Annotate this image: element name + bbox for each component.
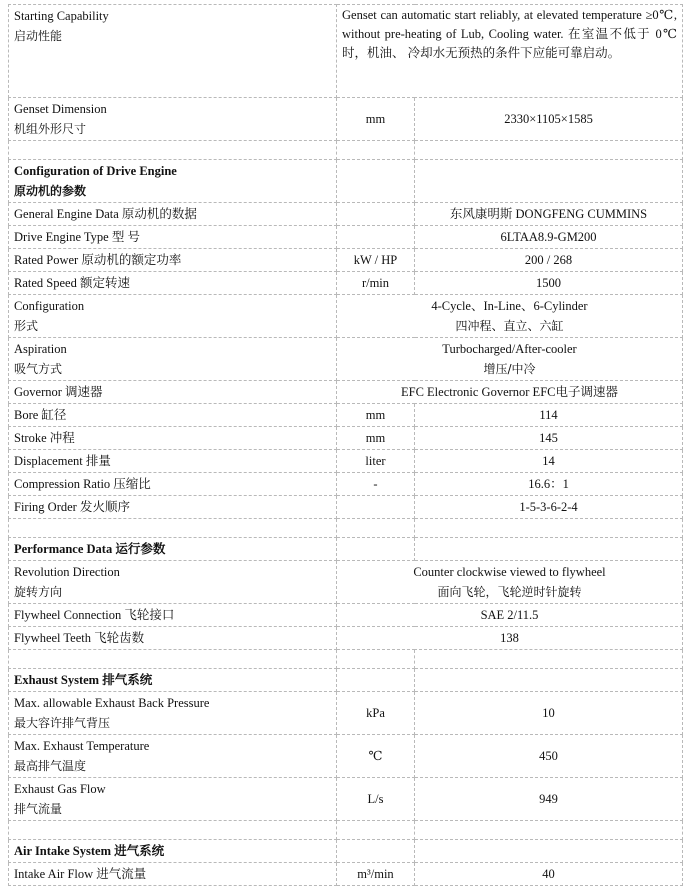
row-unit: -	[337, 473, 415, 496]
value-en: Turbocharged/After-cooler	[442, 342, 577, 356]
label-en: Configuration	[14, 299, 85, 313]
row-value: 6LTAA8.9-GM200	[415, 226, 683, 249]
spec-row-exhaust-temperature	[9, 735, 683, 778]
label-en: Genset Dimension	[14, 102, 107, 116]
section-header-configuration	[9, 160, 683, 203]
label-cn: 启动性能	[14, 29, 63, 43]
spec-row-stroke	[9, 427, 683, 450]
row-label	[9, 778, 337, 821]
row-unit: kW / HP	[337, 249, 415, 272]
spec-row-firing-order	[9, 496, 683, 519]
spec-row-exhaust-back-pressure	[9, 692, 683, 735]
row-label: Flywheel Connection 飞轮接口	[9, 604, 337, 627]
row-label: Flywheel Teeth 飞轮齿数	[9, 627, 337, 650]
row-label	[9, 338, 337, 381]
spec-row-drive-engine-type	[9, 226, 683, 249]
section-header-air-intake	[9, 840, 683, 863]
row-label	[9, 561, 337, 604]
label-cn: 形式	[14, 319, 39, 333]
row-value: 40	[415, 863, 683, 886]
spec-row-flywheel-connection	[9, 604, 683, 627]
label-cn: 机组外形尺寸	[14, 122, 87, 136]
row-label: Bore 缸径	[9, 404, 337, 427]
row-unit: liter	[337, 450, 415, 473]
row-unit: ℃	[337, 735, 415, 778]
section-header-exhaust	[9, 669, 683, 692]
value-en: 4-Cycle、In-Line、6-Cylinder	[431, 299, 588, 313]
label-cn: 最大容许排气背压	[14, 716, 111, 730]
label-en: Aspiration	[14, 342, 67, 356]
row-value: SAE 2/11.5	[337, 604, 683, 627]
row-unit	[337, 496, 415, 519]
section-title-cn: 原动机的参数	[14, 184, 87, 198]
label-en: Starting Capability	[14, 9, 109, 23]
blank-row	[9, 519, 683, 538]
label-cn: 排气流量	[14, 802, 63, 816]
spec-table	[8, 4, 683, 886]
row-value	[337, 561, 683, 604]
value-cn: 面向飞轮，飞轮逆时针旋转	[437, 585, 582, 599]
blank-row	[9, 821, 683, 840]
label-cn: 最高排气温度	[14, 759, 87, 773]
row-label: Rated Speed 额定转速	[9, 272, 337, 295]
row-value: 200 / 268	[415, 249, 683, 272]
section-title: Performance Data 运行参数	[9, 538, 337, 561]
spec-row-displacement	[9, 450, 683, 473]
row-unit: mm	[337, 404, 415, 427]
row-value: 145	[415, 427, 683, 450]
value-cn: 增压/中冷	[483, 362, 536, 376]
row-value: 1500	[415, 272, 683, 295]
section-title: Air Intake System 进气系统	[9, 840, 337, 863]
spec-row-starting-capability	[9, 5, 683, 98]
row-label	[9, 735, 337, 778]
value-cn: 四冲程、直立、六缸	[455, 319, 564, 333]
row-value	[337, 295, 683, 338]
spec-row-intake-air-flow	[9, 863, 683, 886]
blank-row	[9, 650, 683, 669]
row-label: Compression Ratio 压缩比	[9, 473, 337, 496]
row-label	[9, 98, 337, 141]
row-value: 450	[415, 735, 683, 778]
row-unit: kPa	[337, 692, 415, 735]
row-unit	[337, 226, 415, 249]
row-value	[337, 338, 683, 381]
row-value: 2330×1105×1585	[415, 98, 683, 141]
spec-row-rated-power	[9, 249, 683, 272]
spec-row-genset-dimension	[9, 98, 683, 141]
row-label: Stroke 冲程	[9, 427, 337, 450]
label-en: Max. Exhaust Temperature	[14, 739, 150, 753]
row-value: 14	[415, 450, 683, 473]
row-value: Genset can automatic start reliably, at elevated temperature ≥0℃, without pre-heating of Lub, Cooling water. 在室温不低于 0℃时，机油、 冷却水无预热的条件下应能可靠启动。	[337, 5, 683, 98]
spec-row-exhaust-gas-flow	[9, 778, 683, 821]
row-label: Drive Engine Type 型 号	[9, 226, 337, 249]
value-en: Counter clockwise viewed to flywheel	[413, 565, 606, 579]
label-en: Max. allowable Exhaust Back Pressure	[14, 696, 210, 710]
spec-row-revolution-direction	[9, 561, 683, 604]
row-value: 114	[415, 404, 683, 427]
row-unit: L/s	[337, 778, 415, 821]
row-value: EFC Electronic Governor EFC电子调速器	[337, 381, 683, 404]
row-unit: m³/min	[337, 863, 415, 886]
label-en: Exhaust Gas Flow	[14, 782, 106, 796]
spec-row-aspiration	[9, 338, 683, 381]
section-header-performance	[9, 538, 683, 561]
row-label	[9, 692, 337, 735]
row-label	[9, 5, 337, 98]
label-cn: 吸气方式	[14, 362, 63, 376]
row-label	[9, 295, 337, 338]
row-label: Intake Air Flow 进气流量	[9, 863, 337, 886]
section-title: Exhaust System 排气系统	[9, 669, 337, 692]
row-label: Firing Order 发火顺序	[9, 496, 337, 519]
spec-row-flywheel-teeth	[9, 627, 683, 650]
row-value: 东风康明斯 DONGFENG CUMMINS	[415, 203, 683, 226]
blank-row	[9, 141, 683, 160]
row-unit: mm	[337, 98, 415, 141]
spec-row-governor	[9, 381, 683, 404]
row-label: General Engine Data 原动机的数据	[9, 203, 337, 226]
row-value: 10	[415, 692, 683, 735]
spec-row-compression-ratio	[9, 473, 683, 496]
label-cn: 旋转方向	[14, 585, 63, 599]
label-en: Revolution Direction	[14, 565, 120, 579]
row-unit	[337, 203, 415, 226]
row-value: 16.6：1	[415, 473, 683, 496]
row-label: Rated Power 原动机的额定功率	[9, 249, 337, 272]
row-value: 1-5-3-6-2-4	[415, 496, 683, 519]
spec-row-rated-speed	[9, 272, 683, 295]
row-unit: mm	[337, 427, 415, 450]
row-value: 138	[337, 627, 683, 650]
section-title-en: Configuration of Drive Engine	[14, 164, 177, 178]
spec-row-configuration	[9, 295, 683, 338]
row-unit: r/min	[337, 272, 415, 295]
row-label: Governor 调速器	[9, 381, 337, 404]
section-title	[9, 160, 337, 203]
spec-row-bore	[9, 404, 683, 427]
spec-row-general-engine-data	[9, 203, 683, 226]
row-value: 949	[415, 778, 683, 821]
row-label: Displacement 排量	[9, 450, 337, 473]
